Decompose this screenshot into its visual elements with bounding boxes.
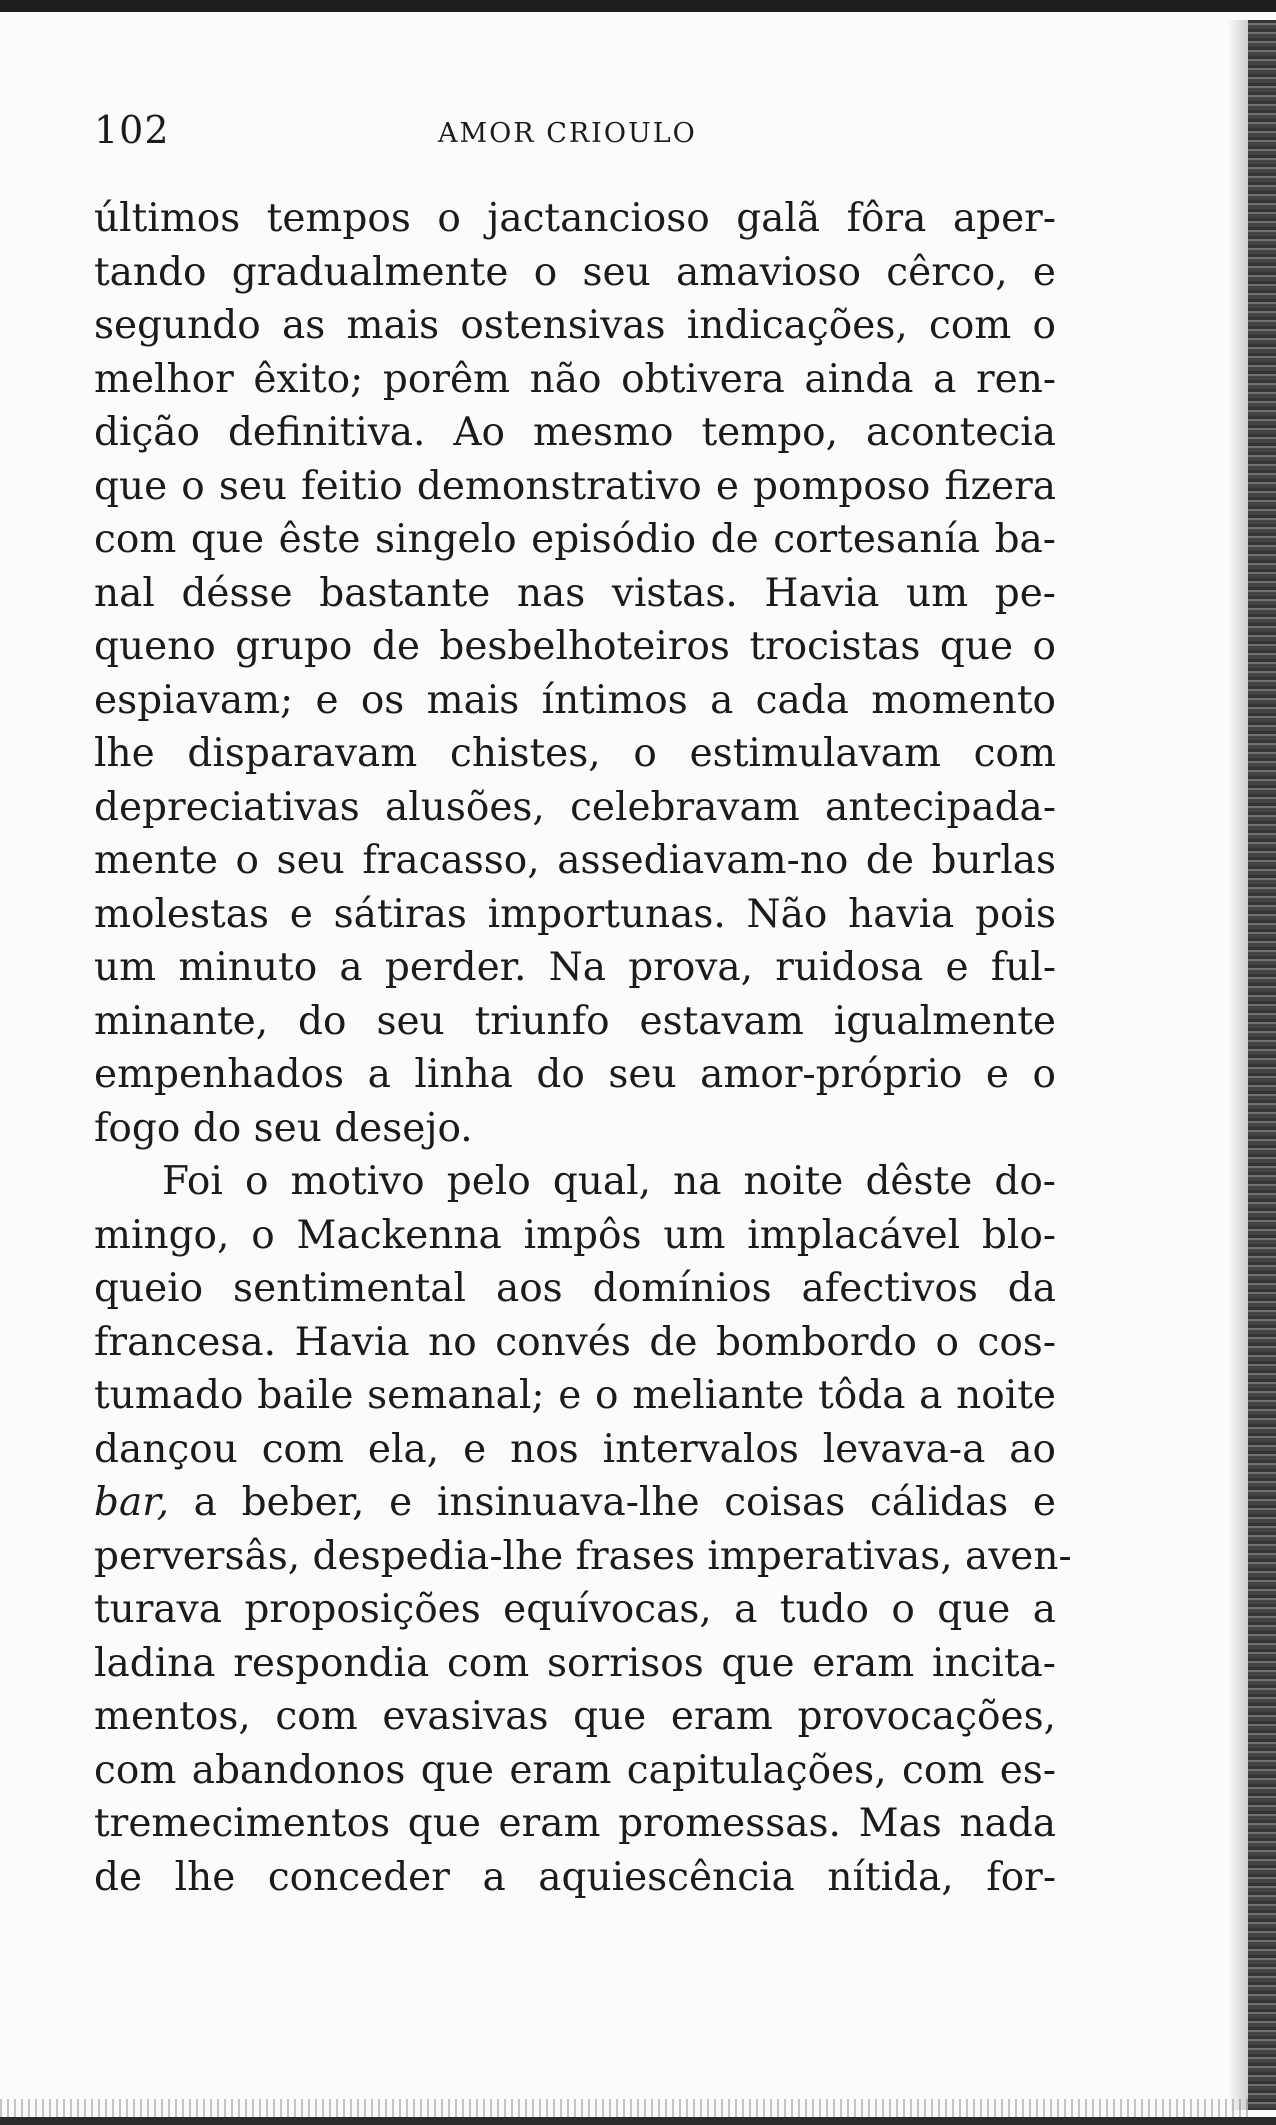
- text-line: um minuto a perder. Na prova, ruidosa e ful-: [94, 945, 1056, 990]
- text-line: nal désse bastante nas vistas. Havia um pe-: [94, 570, 1056, 616]
- text-line: dição definitiva. Ao mesmo tempo, acontecia: [94, 410, 1056, 455]
- text-line: mentos, com evasivas que eram provocações,: [94, 1694, 1056, 1739]
- text-line: de lhe conceder a aquiescência nítida, for-: [94, 1854, 1056, 1900]
- text-line: com abandonos que eram capitulações, com es-: [94, 1747, 1056, 1793]
- text-line: segundo as mais ostensivas indicações, com o: [94, 303, 1056, 348]
- text-line: tumado baile semanal; e o meliante tôda a noite: [94, 1373, 1056, 1418]
- text-line: tremecimentos que eram promessas. Mas nada: [94, 1801, 1056, 1846]
- page-gutter-shadow: [1228, 20, 1248, 2110]
- text-line: depreciativas alusões, celebravam antecipada-: [94, 784, 1056, 830]
- text-line: turava proposições equívocas, a tudo o que a: [94, 1587, 1056, 1632]
- paragraph-start-line: Foi o motivo pelo qual, na noite dêste do-: [162, 1159, 1056, 1204]
- text-line: dançou com ela, e nos intervalos levava-a ao: [94, 1426, 1056, 1472]
- italic-word: bar,: [94, 1480, 169, 1525]
- page-number: 102: [94, 108, 170, 152]
- text-line: queno grupo de besbelhoteiros trocistas que o: [94, 624, 1056, 669]
- text-line: tando gradualmente o seu amavioso cêrco, e: [94, 249, 1056, 295]
- text-line: molestas e sátiras importunas. Não havia pois: [94, 891, 1056, 937]
- text-line: empenhados a linha do seu amor-próprio e o: [94, 1052, 1056, 1097]
- text-line: mingo, o Mackenna impôs um implacável blo-: [94, 1212, 1056, 1258]
- paragraph-end-line: fogo do seu desejo.: [94, 1105, 473, 1151]
- scan-top-border: [0, 0, 1276, 12]
- scan-right-edge: [1248, 20, 1276, 2110]
- line-remainder: a beber, e insinuava-lhe coisas cálidas e: [193, 1480, 1056, 1525]
- running-title: AMOR CRIOULO: [438, 118, 697, 149]
- text-line: lhe disparavam chistes, o estimulavam com: [94, 731, 1056, 776]
- running-header: [94, 108, 1056, 158]
- text-line: queio sentimental aos domínios afectivos da: [94, 1266, 1056, 1311]
- text-line: últimos tempos o jactancioso galã fôra aper-: [94, 196, 1056, 241]
- text-line-with-italic: [94, 1476, 1056, 1530]
- scan-bottom-speckle: [0, 2099, 1250, 2117]
- text-line: ladina respondia com sorrisos que eram incita-: [94, 1640, 1056, 1686]
- text-line: francesa. Havia no convés de bombordo o cos-: [94, 1319, 1056, 1365]
- body-text: [94, 192, 1072, 1904]
- text-line: que o seu feitio demonstrativo e pomposo fizera: [94, 463, 1056, 509]
- scan-bottom-border: [0, 2117, 1276, 2125]
- text-line: mente o seu fracasso, assediavam-no de burlas: [94, 838, 1056, 883]
- text-line: minante, do seu triunfo estavam igualmente: [94, 998, 1056, 1044]
- text-line: perversâs, despedia-lhe frases imperativas, aven-: [94, 1533, 1072, 1579]
- text-line: com que êste singelo episódio de cortesanía ba-: [94, 517, 1056, 562]
- text-line: melhor êxito; porêm não obtivera ainda a ren-: [94, 356, 1056, 402]
- text-line: espiavam; e os mais íntimos a cada momento: [94, 677, 1056, 723]
